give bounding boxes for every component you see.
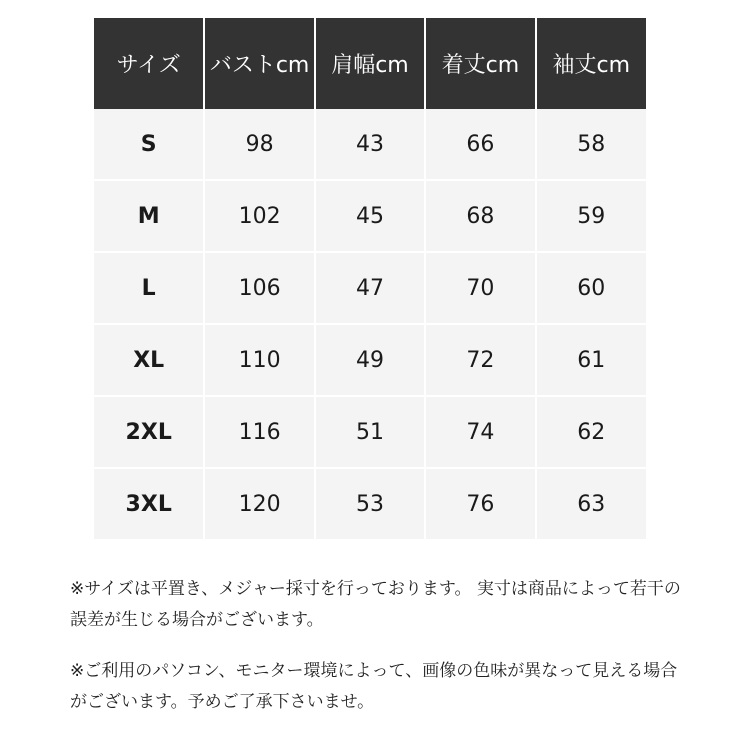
cell-length: 76 (425, 468, 535, 539)
cell-shoulder: 47 (315, 252, 425, 324)
cell-bust: 98 (204, 109, 314, 180)
table-row (94, 252, 646, 324)
cell-bust: 116 (204, 396, 314, 468)
cell-bust: 106 (204, 252, 314, 324)
cell-size: M (94, 180, 204, 252)
cell-length: 66 (425, 109, 535, 180)
cell-sleeve: 59 (536, 180, 646, 252)
cell-shoulder: 43 (315, 109, 425, 180)
header-length: 着丈cm (425, 18, 535, 109)
table-row (94, 468, 646, 539)
cell-bust: 110 (204, 324, 314, 396)
table-row (94, 180, 646, 252)
cell-shoulder: 51 (315, 396, 425, 468)
cell-size: XL (94, 324, 204, 396)
table-header-row (94, 18, 646, 109)
cell-size: S (94, 109, 204, 180)
cell-length: 74 (425, 396, 535, 468)
header-shoulder: 肩幅cm (315, 18, 425, 109)
cell-bust: 102 (204, 180, 314, 252)
header-size: サイズ (94, 18, 204, 109)
cell-sleeve: 62 (536, 396, 646, 468)
header-bust: バストcm (204, 18, 314, 109)
cell-shoulder: 49 (315, 324, 425, 396)
header-sleeve: 袖丈cm (536, 18, 646, 109)
cell-size: L (94, 252, 204, 324)
note-measurement: ※サイズは平置き、メジャー採寸を行っております。 実寸は商品によって若干の誤差が生じる場合がございます。 (70, 579, 681, 630)
cell-size: 2XL (94, 396, 204, 468)
cell-length: 72 (425, 324, 535, 396)
notes-section (70, 574, 690, 738)
table-row (94, 109, 646, 180)
table-row (94, 396, 646, 468)
note-monitor-color: ※ご利用のパソコン、モニター環境によって、画像の色味が異なって見える場合がございます。予めご了承下さいませ。 (70, 661, 678, 712)
cell-sleeve: 61 (536, 324, 646, 396)
cell-sleeve: 63 (536, 468, 646, 539)
cell-shoulder: 53 (315, 468, 425, 539)
cell-sleeve: 58 (536, 109, 646, 180)
cell-length: 70 (425, 252, 535, 324)
size-chart-table (94, 18, 646, 539)
cell-bust: 120 (204, 468, 314, 539)
cell-sleeve: 60 (536, 252, 646, 324)
cell-shoulder: 45 (315, 180, 425, 252)
cell-size: 3XL (94, 468, 204, 539)
cell-length: 68 (425, 180, 535, 252)
table-row (94, 324, 646, 396)
